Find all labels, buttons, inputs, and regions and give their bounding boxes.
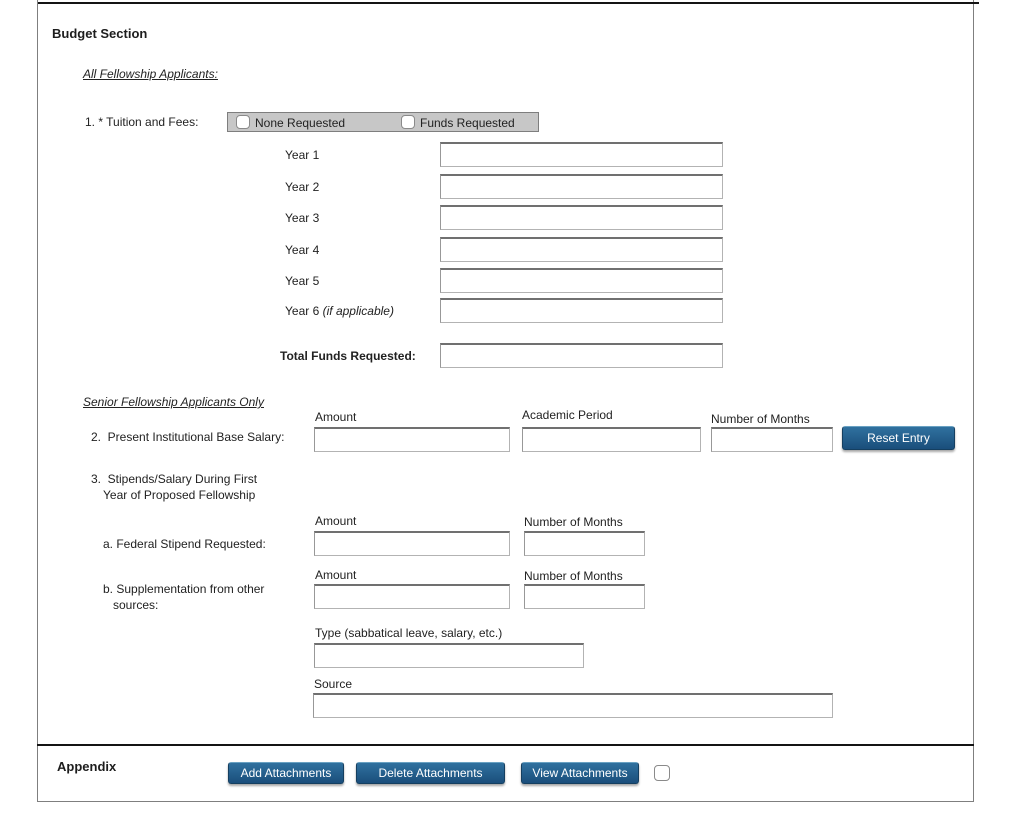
none-requested-checkbox[interactable] [236,115,250,129]
supplementation-amount-label: Amount [315,568,357,582]
year-3-label: Year 3 [285,211,320,225]
year-4-label: Year 4 [285,243,320,257]
supplementation-label-line2: sources: [113,598,159,612]
appendix-title: Appendix [57,759,117,774]
appendix-divider [37,744,974,746]
supplementation-label-line1: b. Supplementation from other [103,582,265,596]
base-salary-amount-label: Amount [315,410,357,424]
add-attachments-button[interactable]: Add Attachments [228,762,344,784]
year-2-input[interactable] [440,174,723,199]
tuition-and-fees-label: 1. * Tuition and Fees: [85,115,199,129]
federal-amount-label: Amount [315,514,357,528]
year-1-label: Year 1 [285,148,320,162]
reset-entry-button[interactable]: Reset Entry [842,426,955,450]
federal-months-input[interactable] [524,531,645,556]
academic-period-input[interactable] [522,427,701,452]
senior-fellowship-heading: Senior Fellowship Applicants Only [83,395,264,409]
supplementation-type-label: Type (sabbatical leave, salary, etc.) [315,626,503,640]
year-6-input[interactable] [440,298,723,323]
total-funds-requested-input[interactable] [440,343,723,368]
stipends-label-line1: 3. Stipends/Salary During First [91,472,258,486]
supplementation-type-input[interactable] [314,643,584,668]
supplementation-source-input[interactable] [313,693,833,718]
tuition-options-bar [227,112,539,132]
none-requested-label: None Requested [255,116,346,130]
year-1-input[interactable] [440,142,723,167]
total-funds-requested-label: Total Funds Requested: [280,349,416,363]
supplementation-source-label: Source [314,677,353,691]
all-fellowship-applicants-heading: All Fellowship Applicants: [83,67,218,81]
year-2-label: Year 2 [285,180,320,194]
base-salary-label: 2. Present Institutional Base Salary: [91,430,285,444]
funds-requested-label: Funds Requested [420,116,515,130]
year-5-label: Year 5 [285,274,320,288]
base-salary-amount-input[interactable] [314,427,510,452]
funds-requested-checkbox[interactable] [401,115,415,129]
stipends-label-line2: Year of Proposed Fellowship [103,488,256,502]
budget-section-title: Budget Section [52,26,148,41]
federal-amount-input[interactable] [314,531,510,556]
supplementation-months-input[interactable] [524,584,645,609]
view-attachments-button[interactable]: View Attachments [521,762,639,784]
year-6-label: Year 6 (if applicable) [285,304,394,318]
appendix-checkbox[interactable] [654,765,670,781]
year-3-input[interactable] [440,205,723,230]
base-salary-months-label: Number of Months [711,412,810,426]
top-rule [38,2,979,4]
supplementation-amount-input[interactable] [314,584,510,609]
year-4-input[interactable] [440,237,723,262]
federal-months-label: Number of Months [524,515,623,529]
federal-stipend-label: a. Federal Stipend Requested: [103,537,266,551]
year-5-input[interactable] [440,268,723,293]
supplementation-months-label: Number of Months [524,569,623,583]
academic-period-label: Academic Period [522,408,613,422]
delete-attachments-button[interactable]: Delete Attachments [356,762,505,784]
base-salary-months-input[interactable] [711,427,833,452]
